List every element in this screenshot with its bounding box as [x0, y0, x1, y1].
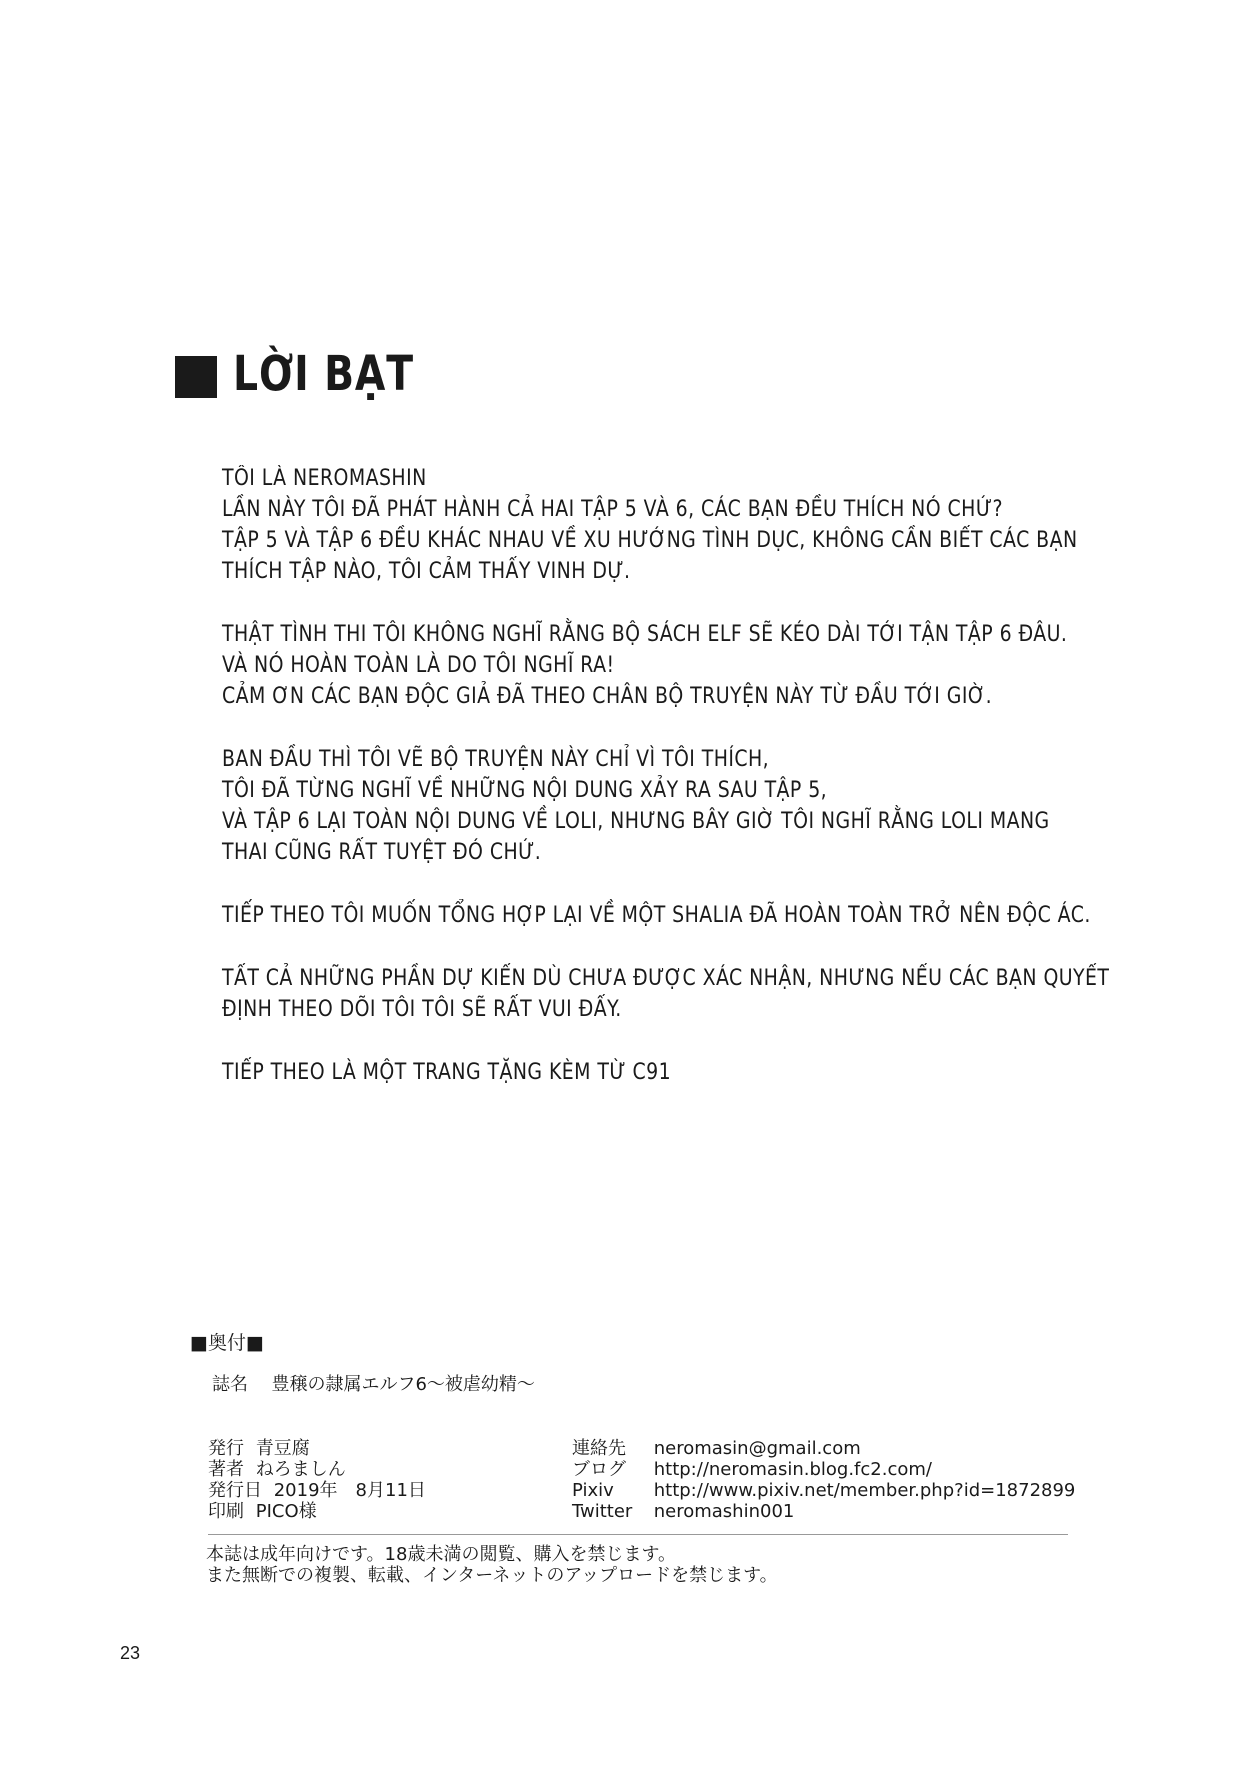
- info-key: 発行: [208, 1438, 244, 1459]
- afterword-paragraph: [222, 744, 1182, 868]
- afterword-paragraph: [222, 900, 1182, 931]
- afterword-heading: [175, 344, 454, 404]
- contact-key: Pixiv: [572, 1480, 614, 1501]
- notice-line: また無断での複製、転載、インターネットのアップロードを禁じます。: [206, 1565, 778, 1586]
- contact-key: ブログ: [572, 1459, 626, 1480]
- info-row: [208, 1459, 588, 1480]
- afterword-line: ĐỊNH THEO DÕI TÔI TÔI SẼ RẤT VUI ĐẤY.: [222, 997, 622, 1022]
- afterword-line: TÔI LÀ NEROMASHIN: [222, 466, 427, 491]
- afterword-line: TẤT CẢ NHỮNG PHẦN DỰ KIẾN DÙ CHƯA ĐƯỢC XÁC NHẬN, NHƯNG NẾU CÁC BẠN QUYẾT: [222, 966, 1110, 991]
- afterword-paragraph: [222, 619, 1182, 712]
- publication-info: [208, 1438, 588, 1522]
- afterword-paragraph: [222, 463, 1182, 587]
- notice-line: 本誌は成年向けです。18歳未満の閲覧、購入を禁じます。: [206, 1544, 677, 1565]
- colophon-title: ■奥付■: [190, 1332, 264, 1354]
- contact-row: [572, 1501, 1092, 1522]
- info-row: [208, 1438, 588, 1459]
- book-name: 豊穣の隷属エルフ6～被虐幼精～: [271, 1374, 535, 1395]
- contact-row: [572, 1438, 1092, 1459]
- info-value: 2019年 8月11日: [273, 1480, 426, 1501]
- afterword-paragraph: [222, 1057, 1182, 1088]
- afterword-line: THẬT TÌNH THI TÔI KHÔNG NGHĨ RẰNG BỘ SÁCH ELF SẼ KÉO DÀI TỚI TẬN TẬP 6 ĐÂU.: [222, 622, 1068, 647]
- afterword-paragraph: [222, 963, 1182, 1025]
- afterword-line: TÔI ĐÃ TỪNG NGHĨ VỀ NHỮNG NỘI DUNG XẢY RA SAU TẬP 5,: [222, 778, 828, 803]
- page-title: LỜI BẠT: [233, 346, 414, 402]
- info-key: 著者: [208, 1459, 244, 1480]
- contact-key: 連絡先: [572, 1438, 626, 1459]
- blog-link[interactable]: http://neromasin.blog.fc2.com/: [653, 1459, 932, 1480]
- afterword-line: THÍCH TẬP NÀO, TÔI CẢM THẤY VINH DỰ.: [222, 559, 631, 584]
- afterword-line: VÀ TẬP 6 LẠI TOÀN NỘI DUNG VỀ LOLI, NHƯNG BÂY GIỜ TÔI NGHĨ RẰNG LOLI MANG: [222, 809, 1050, 834]
- pixiv-link[interactable]: http://www.pixiv.net/member.php?id=1872899: [653, 1480, 1076, 1501]
- square-bullet-icon: [175, 356, 217, 398]
- contact-email[interactable]: neromasin@gmail.com: [653, 1438, 861, 1459]
- contact-info: [572, 1438, 1092, 1522]
- afterword-line: THAI CŨNG RẤT TUYỆT ĐÓ CHỨ.: [222, 840, 542, 865]
- divider: [208, 1534, 1068, 1535]
- afterword-line: TẬP 5 VÀ TẬP 6 ĐỀU KHÁC NHAU VỀ XU HƯỚNG TÌNH DỤC, KHÔNG CẦN BIẾT CÁC BẠN: [222, 528, 1078, 553]
- book-name-label: 誌名: [212, 1374, 248, 1395]
- info-value: PICO様: [255, 1501, 317, 1522]
- info-value: 青豆腐: [255, 1438, 310, 1459]
- afterword-line: VÀ NÓ HOÀN TOÀN LÀ DO TÔI NGHĨ RA!: [222, 653, 615, 678]
- info-row: [208, 1480, 588, 1501]
- legal-notice: [206, 1544, 778, 1586]
- book-name-line: [212, 1370, 535, 1396]
- page-number: 23: [120, 1643, 141, 1663]
- afterword-body: [222, 463, 1182, 1120]
- afterword-line: TIẾP THEO LÀ MỘT TRANG TẶNG KÈM TỪ C91: [222, 1060, 672, 1085]
- contact-key: Twitter: [572, 1501, 633, 1522]
- info-value: ねろましん: [255, 1459, 346, 1480]
- contact-row: [572, 1480, 1092, 1501]
- contact-row: [572, 1459, 1092, 1480]
- afterword-line: TIẾP THEO TÔI MUỐN TỔNG HỢP LẠI VỀ MỘT SHALIA ĐÃ HOÀN TOÀN TRỞ NÊN ĐỘC ÁC.: [222, 903, 1091, 928]
- info-row: [208, 1501, 588, 1522]
- info-key: 印刷: [208, 1501, 244, 1522]
- afterword-line: LẦN NÀY TÔI ĐÃ PHÁT HÀNH CẢ HAI TẬP 5 VÀ 6, CÁC BẠN ĐỀU THÍCH NÓ CHỨ?: [222, 497, 1003, 522]
- afterword-line: BAN ĐẦU THÌ TÔI VẼ BỘ TRUYỆN NÀY CHỈ VÌ TÔI THÍCH,: [222, 747, 770, 772]
- twitter-handle[interactable]: neromashin001: [653, 1501, 795, 1522]
- info-key: 発行日: [208, 1480, 262, 1501]
- afterword-line: CẢM ƠN CÁC BẠN ĐỘC GIẢ ĐÃ THEO CHÂN BỘ TRUYỆN NÀY TỪ ĐẦU TỚI GIỜ.: [222, 684, 993, 709]
